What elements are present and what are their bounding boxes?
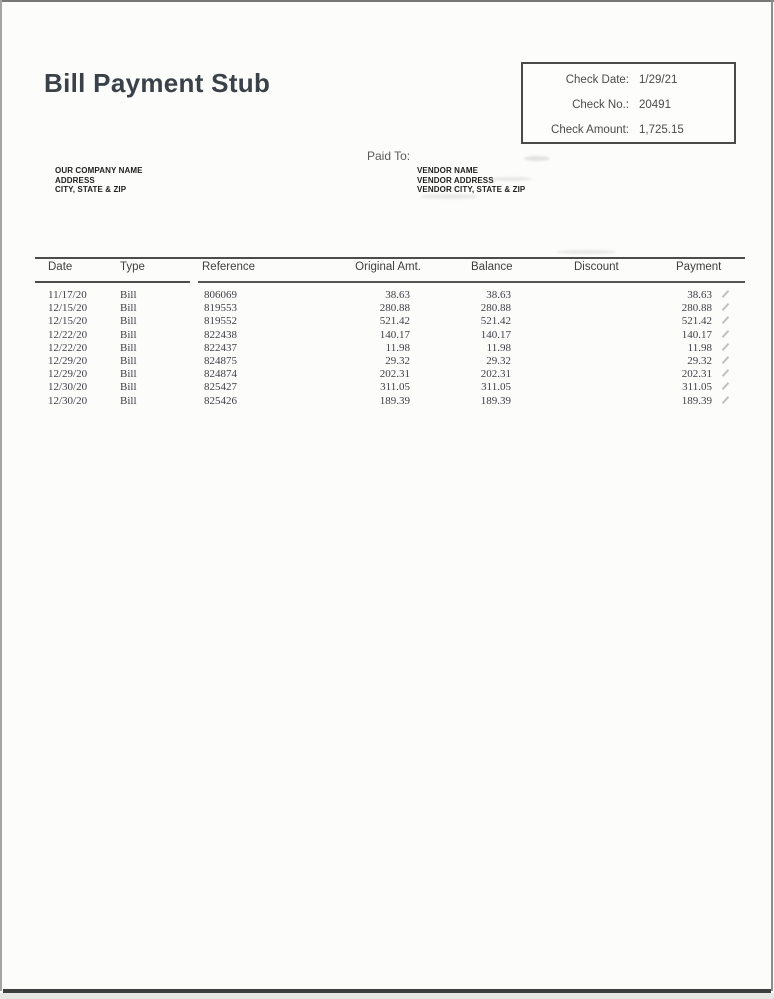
cell-date: 12/29/20 — [48, 355, 88, 367]
cell-reference: 822437 — [204, 341, 237, 354]
cell-balance: 202.31 — [480, 368, 511, 381]
cell-type: Bill — [120, 341, 137, 354]
cell-original-amt: 202.31 — [379, 368, 410, 381]
cell-original-amt: 521.42 — [379, 315, 410, 328]
vendor-address-line: VENDOR ADDRESS — [417, 175, 494, 185]
cell-balance: 311.05 — [481, 381, 511, 394]
cell-payment: 202.31 — [681, 368, 712, 381]
cell-type: Bill — [120, 328, 137, 341]
check-date-row — [523, 68, 734, 93]
check-number-value: 20491 — [639, 99, 671, 111]
cell-date: 12/29/20 — [48, 368, 88, 381]
pen-check-mark — [722, 303, 730, 311]
cell-type: Bill — [120, 368, 137, 381]
pen-check-mark — [722, 343, 730, 351]
cell-type: Bill — [120, 381, 137, 394]
table-row — [0, 302, 774, 315]
vendor-name-line: VENDOR NAME — [417, 166, 479, 175]
cell-date: 11/17/20 — [48, 289, 87, 301]
table-row — [0, 395, 774, 408]
company-address-block — [55, 166, 143, 195]
scan-edge-top — [0, 0, 774, 2]
cell-reference: 825426 — [204, 394, 237, 407]
cell-date: 12/15/20 — [48, 315, 88, 328]
cell-original-amt: 38.63 — [385, 289, 410, 301]
scan-smudge — [420, 194, 478, 199]
cell-type: Bill — [120, 394, 137, 407]
cell-reference: 806069 — [204, 289, 237, 301]
cell-original-amt: 280.88 — [379, 302, 410, 315]
check-date-label: Check Date: — [565, 74, 629, 86]
cell-type: Bill — [120, 355, 137, 367]
cell-date: 12/30/20 — [48, 381, 88, 394]
table-row — [0, 315, 774, 328]
check-info-box — [521, 62, 736, 144]
cell-original-amt: 311.05 — [380, 381, 410, 394]
cell-original-amt: 29.32 — [385, 355, 410, 367]
table-row — [0, 368, 774, 381]
cell-payment: 29.32 — [687, 355, 712, 367]
table-row — [0, 355, 774, 368]
scan-smudge — [524, 156, 550, 161]
cell-date: 12/22/20 — [48, 328, 88, 341]
table-row — [0, 329, 774, 342]
scan-smudge — [556, 250, 616, 254]
cell-payment: 311.05 — [682, 381, 712, 394]
cell-payment: 38.63 — [687, 289, 712, 301]
pen-check-mark — [722, 396, 730, 404]
cell-reference: 822438 — [204, 328, 237, 341]
check-amount-label: Check Amount: — [551, 124, 629, 136]
check-amount-value: 1,725.15 — [639, 124, 684, 136]
paid-to-label: Paid To: — [367, 149, 411, 163]
table-row — [0, 289, 774, 302]
check-number-label: Check No.: — [572, 99, 629, 111]
company-address-line: ADDRESS — [55, 175, 95, 185]
cell-balance: 38.63 — [486, 289, 511, 301]
cell-original-amt: 189.39 — [379, 394, 410, 407]
check-number-row — [523, 93, 734, 118]
scan-edge-strip — [0, 993, 774, 999]
cell-original-amt: 140.17 — [379, 328, 410, 341]
header-type: Type — [120, 261, 145, 273]
page-title: Bill Payment Stub — [44, 68, 271, 98]
cell-payment: 140.17 — [681, 328, 712, 341]
cell-date: 12/15/20 — [48, 302, 88, 315]
cell-reference: 819553 — [204, 302, 237, 315]
company-city-line: CITY, STATE & ZIP — [55, 185, 127, 194]
cell-payment: 11.98 — [687, 341, 712, 354]
scan-smudge — [490, 177, 532, 181]
scan-edge-left — [0, 0, 2, 991]
cell-balance: 521.42 — [480, 315, 511, 328]
pen-check-mark — [722, 382, 730, 390]
header-reference: Reference — [202, 261, 256, 273]
cell-payment: 521.42 — [681, 315, 712, 328]
cell-reference: 819552 — [204, 315, 237, 328]
header-balance: Balance — [471, 261, 513, 273]
cell-reference: 825427 — [204, 381, 237, 394]
scan-edge-right — [771, 0, 773, 991]
table-header-rule-left — [35, 281, 190, 283]
cell-reference: 824875 — [204, 355, 237, 367]
cell-balance: 11.98 — [486, 341, 511, 354]
table-header-rule-right — [198, 281, 745, 283]
cell-type: Bill — [120, 302, 137, 315]
cell-balance: 140.17 — [480, 328, 511, 341]
cell-date: 12/30/20 — [48, 394, 88, 407]
pen-check-mark — [722, 356, 730, 364]
company-name-line: OUR COMPANY NAME — [55, 166, 143, 175]
check-amount-row — [523, 118, 734, 143]
pen-check-mark — [722, 316, 730, 324]
header-payment: Payment — [676, 261, 722, 273]
cell-reference: 824874 — [204, 368, 237, 381]
pen-check-mark — [722, 330, 730, 338]
table-top-rule — [35, 257, 745, 259]
header-discount: Discount — [574, 261, 619, 273]
cell-payment: 189.39 — [681, 394, 712, 407]
cell-balance: 280.88 — [480, 302, 511, 315]
header-date: Date — [48, 261, 73, 273]
vendor-city-line: VENDOR CITY, STATE & ZIP — [417, 185, 526, 194]
cell-type: Bill — [120, 289, 137, 301]
cell-balance: 189.39 — [480, 394, 511, 407]
cell-balance: 29.32 — [486, 355, 511, 367]
cell-date: 12/22/20 — [48, 341, 88, 354]
check-date-value: 1/29/21 — [639, 74, 678, 86]
cell-type: Bill — [120, 315, 137, 328]
pen-check-mark — [722, 290, 730, 298]
header-original-amt: Original Amt. — [355, 261, 421, 273]
cell-payment: 280.88 — [681, 302, 712, 315]
table-row — [0, 381, 774, 394]
table-row — [0, 342, 774, 355]
cell-original-amt: 11.98 — [385, 341, 410, 354]
pen-check-mark — [722, 369, 730, 377]
